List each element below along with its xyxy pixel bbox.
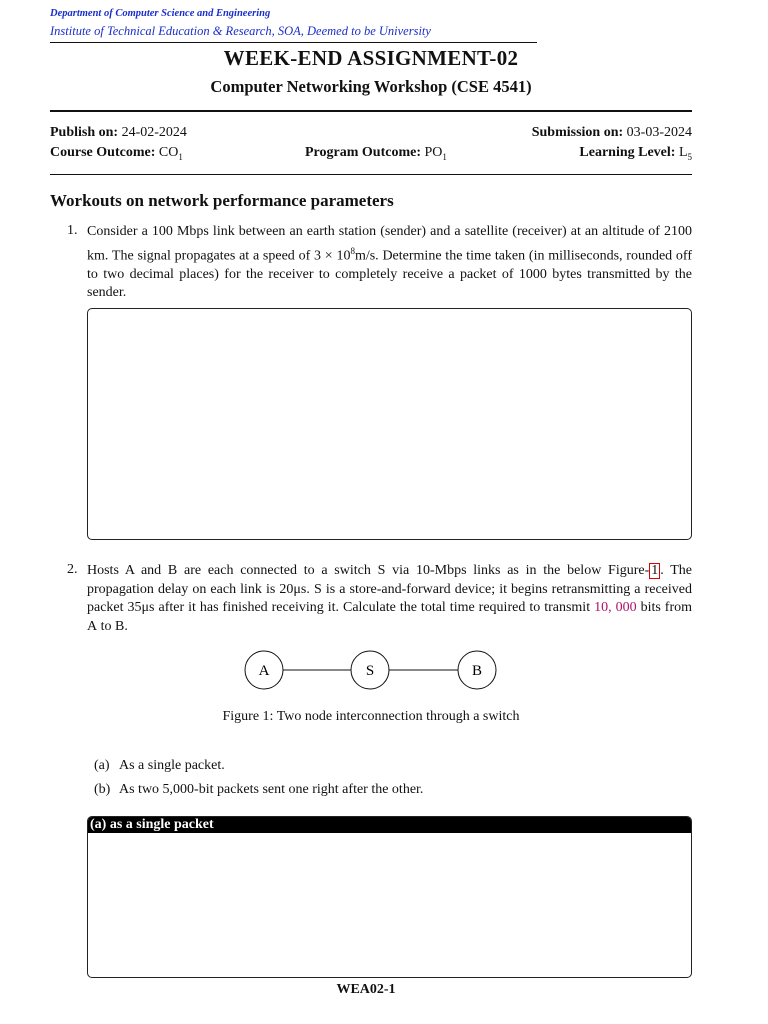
question-2-text: Hosts A and B are each connected to a switch S via 10-Mbps links as in the below Figure- 1 . The propagation delay on each link is 20μs. S is a store-and-forward device; it begins retransmitting a received packet 35μs after it has finished receiving it. Calculate the total time required to transmit 10, 000 bits from A to B. (87, 563, 693, 634)
node-b-label: B (471, 663, 483, 679)
submission-value: 03-03-2024 (626, 125, 692, 140)
section-title: Workouts on network performance parameters (50, 191, 394, 210)
header-rule (50, 42, 537, 43)
course-outcome-value: CO (158, 145, 179, 160)
institute-name: Institute of Technical Education & Research, SOA, Deemed to be University (50, 24, 431, 38)
question-2-number: 2. (67, 562, 78, 577)
figure-caption: Figure 1: Two node interconnection through a switch (222, 709, 520, 724)
page-footer: WEA02-1 (336, 982, 396, 997)
node-a-label: A (258, 663, 270, 679)
speed-math: 3 × 10 (314, 248, 351, 264)
speed-exponent: 8 (350, 245, 355, 256)
prop-delay-math: 20μs (279, 581, 307, 597)
network-figure (235, 648, 505, 694)
program-outcome-sub: 1 (442, 151, 447, 162)
divider-top (50, 110, 692, 112)
learning-level-sub: 5 (687, 151, 692, 162)
program-outcome (305, 145, 447, 162)
publish-label: Publish on: (50, 125, 119, 140)
divider-bottom (50, 174, 692, 175)
figure-ref-link[interactable]: 1 (651, 563, 659, 578)
submission-label: Submission on: (531, 125, 624, 140)
publish-date (50, 125, 187, 141)
retrans-delay-math: 35μs (127, 600, 155, 615)
learning-level-value: L (678, 145, 688, 160)
submission-date (532, 125, 692, 141)
publish-value: 24-02-2024 (121, 125, 187, 140)
learning-level-label: Learning Level: (579, 145, 676, 160)
course-outcome-label: Course Outcome: (50, 145, 156, 160)
subpart-a (94, 758, 225, 774)
node-s-label: S (365, 663, 375, 679)
subpart-b (94, 782, 423, 798)
subpart-b-label: (b) (94, 782, 111, 797)
question-1-text: Consider a 100 Mbps link between an earth station (sender) and a satellite (receiver) at an altitude of 2100 km. The signal propagates at a speed of $3 \times 10^8m/s$. Determine the time taken (in milliseconds, rounded off to two decimal places) for the receiver to completely receive a packet of 1000 bytes transmitted by the sender. (87, 224, 692, 301)
answer-box-2[interactable] (87, 816, 692, 978)
course-outcome (50, 145, 183, 162)
assignment-title: WEEK-END ASSIGNMENT-02 (223, 46, 519, 70)
question-1-number: 1. (67, 223, 78, 238)
course-outcome-sub: 1 (178, 151, 183, 162)
learning-level (579, 145, 692, 162)
subpart-a-label: (a) (94, 758, 110, 773)
course-subtitle: Computer Networking Workshop (CSE 4541) (210, 77, 532, 96)
answer-box-1[interactable] (87, 308, 692, 540)
program-outcome-value: PO (424, 145, 443, 160)
department-name: Department of Computer Science and Engineering (50, 8, 271, 19)
subpart-a-text: As a single packet. (119, 758, 225, 773)
answer-box-2-title: (a) as a single packet (88, 817, 691, 833)
program-outcome-label: Program Outcome: (305, 145, 421, 160)
bits-math: 10, 000 (594, 600, 637, 615)
subpart-b-text: As two 5,000-bit packets sent one right after the other. (119, 782, 424, 797)
